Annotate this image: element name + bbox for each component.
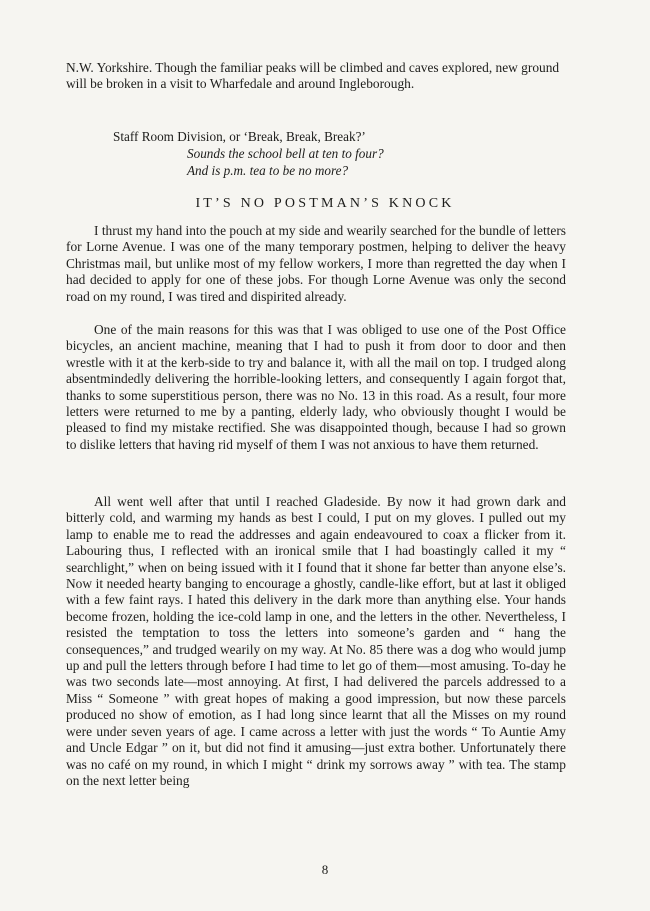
intro-text: N.W. Yorkshire. Though the familiar peaks will be climbed and caves explored, new ground will be broken in a visit to Wharfedale and around Ingleborough. [66,60,560,92]
story-paragraph-1 [66,223,566,305]
page-number: 8 [321,862,329,877]
verse-line-2: Sounds the school bell at ten to four? [187,146,384,161]
verse-line-3: And is p.m. tea to be no more? [187,163,349,178]
intro-paragraph [66,60,566,93]
verse-line-1: Staff Room Division, or ‘Break, Break, Break?’ [113,129,366,144]
story-paragraph-3 [66,494,566,789]
section-heading: IT’S NO POSTMAN’S KNOCK [195,196,455,211]
story-paragraph-2 [66,322,566,453]
story-paragraph-1-text: I thrust my hand into the pouch at my side and wearily searched for the bundle of letters for Lorne Avenue. I was one of the many temporary postmen, helping to deliver the heavy Christmas mail, but unlike most of my fellow workers, I more than regretted the day when I had decided to apply for one of these jobs. For though Lorne Avenue was only the second road on my round, I was tired and dispirited already. [66,223,566,304]
story-paragraph-3-text: All went well after that until I reached Gladeside. By now it had grown dark and bitterly cold, and warming my hands as best I could, I put on my gloves. I pulled out my lamp to enable me to read the addresses and again endeavoured to coax a flicker from it. Labouring thus, I reflected with an ironical smile that I had boastingly called it my “ searchlight,” when on being issued with it I found that it shone far better than anyone else’s. Now it needed hearty banging to encourage a ghostly, candle-like effort, but at last it obliged with a few faint rays. I hated this delivery in the dark more than anything else. Your hands become frozen, holding the ice-cold lamp in one, and the letters in the other. Nevertheless, I resisted the temptation to toss the letters into someone’s garden and “ hang the consequences,” and trudged wearily on my way. At No. 85 there was a dog who would jump up and pull the letters through before I had time to let go of them—most amusing. To-day he was two seconds late—most annoying. At first, I had delivered the parcels addressed to a Miss “ Someone ” with great hopes of making a good impression, but now these parcels produced no show of emotion, as I had long since learnt that all the Misses on my round were under seven years of age. I came across a letter with just the words “ To Auntie Amy and Uncle Edgar ” on it, but did not find it amusing—just extra bother. Unfortunately there was no café on my round, in which I might “ drink my sorrows away ” with tea. The stamp on the next letter being [66,494,566,788]
story-paragraph-2-text: One of the main reasons for this was that I was obliged to use one of the Post Office bicycles, an ancient machine, meaning that I had to push it from door to door and then wrestle with it at the kerb-side to try and balance it, with all the mail on top. I trudged along absentmindedly delivering the horrible-looking letters, and consequently I again forgot that, thanks to some superstitious person, there was no No. 13 in this road. As a result, four more letters were returned to me by a panting, elderly lady, who obviously thought I would be pleased to find my mistake rectified. She was disappointed though, because I had so grown to dislike letters that having rid myself of them I was not anxious to have them returned. [66,322,566,452]
verse-block [113,128,533,179]
